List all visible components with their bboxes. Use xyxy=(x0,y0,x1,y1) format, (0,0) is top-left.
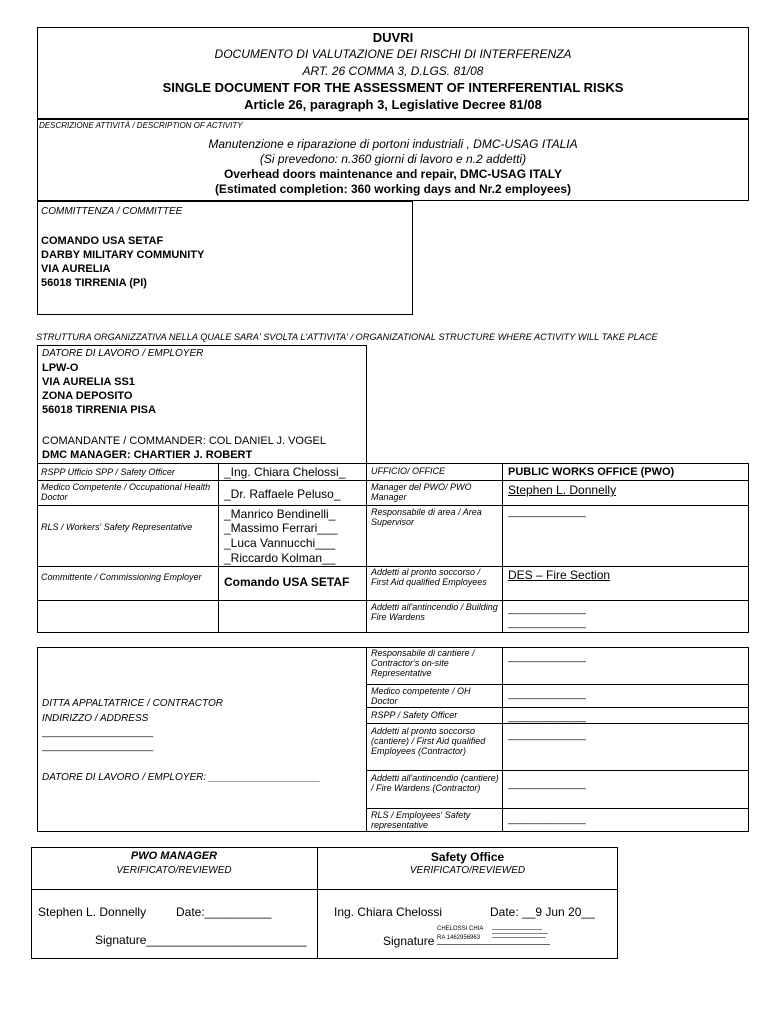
digital-stamp-id: RA 1462956963 xyxy=(437,935,481,941)
row-line-l3 xyxy=(37,566,367,567)
activity-line3: Overhead doors maintenance and repair, DMC-USAG ITALY xyxy=(223,167,563,181)
contractor-blank2: ____________________ xyxy=(42,741,154,752)
row-area-supervisor-value: ______________ xyxy=(508,507,586,518)
row-line-r1 xyxy=(366,480,749,481)
employer-line1: LPW-O xyxy=(42,362,79,374)
row-health-doctor-value: _Dr. Raffaele Peluso_ xyxy=(224,487,341,501)
contractor-oh-doctor-value: ______________ xyxy=(508,689,586,700)
contractor-col-2 xyxy=(502,647,503,832)
committee-line1: COMANDO USA SETAF xyxy=(41,235,164,247)
header-box xyxy=(37,27,749,119)
employer-line3: ZONA DEPOSITO xyxy=(42,390,133,402)
row-office-value: PUBLIC WORKS OFFICE (PWO) xyxy=(508,466,675,478)
row-fire-wardens-label: Addetti all'antincendio / Building Fire Wardens xyxy=(371,602,498,622)
row-line-r2 xyxy=(366,505,749,506)
commander: COMANDANTE / COMMANDER: COL DANIEL J. VOGEL xyxy=(42,435,327,447)
activity-line1: Manutenzione e riparazione di portoni industriali , DMC-USAG ITALIA xyxy=(208,137,578,151)
activity-label: DESCRIZIONE ATTIVITÀ / DESCRIPTION OF ACTIVITY xyxy=(39,121,243,130)
contractor-safety-officer-label: RSPP / Safety Officer xyxy=(371,710,458,720)
sig-row-line xyxy=(31,889,618,890)
contractor-fire-wardens-value: ______________ xyxy=(508,779,586,790)
committee-line3: VIA AURELIA xyxy=(41,263,111,275)
row-commissioning-value: Comando USA SETAF xyxy=(224,575,350,589)
doc-title-en: SINGLE DOCUMENT FOR THE ASSESSMENT OF INTERFERENTIAL RISKS xyxy=(162,80,624,95)
contractor-rls-value: ______________ xyxy=(508,814,586,825)
sig-left-title: PWO MANAGER xyxy=(130,850,218,862)
activity-line2: (Si prevedono: n.360 giorni di lavoro e n.2 addetti) xyxy=(259,152,527,166)
row-pwo-manager-label: Manager del PWO/ PWO Manager xyxy=(371,482,472,502)
sig-left-date[interactable]: Date:__________ xyxy=(176,905,272,919)
sig-left-signature[interactable]: Signature________________________ xyxy=(95,933,307,947)
sig-left-name: Stephen L. Donnelly xyxy=(38,905,147,919)
digital-stamp-name: CHELOSSI CHIA xyxy=(437,926,484,932)
row-rls-value2: _Massimo Ferrari___ xyxy=(224,521,338,535)
doc-article-it: ART. 26 COMMA 3, D.LGS. 81/08 xyxy=(302,64,484,78)
row-area-supervisor-label: Responsabile di area / Area Supervisor xyxy=(371,507,482,527)
contractor-employer: DATORE DI LAVORO / EMPLOYER: ____________________ xyxy=(42,772,321,783)
row-line-l2 xyxy=(37,505,367,506)
committee-box xyxy=(37,201,413,315)
contractor-label: DITTA APPALTATRICE / CONTRACTOR xyxy=(42,698,223,709)
org-heading: STRUTTURA ORGANIZZATIVA NELLA QUALE SARA' SVOLTA L'ATTIVITA' / ORGANIZATIONAL STRUCTURE WHERE ACTIVITY WILL TAKE PLACE xyxy=(36,332,658,342)
row-rls-value3: _Luca Vannucchi___ xyxy=(224,536,336,550)
sig-right-title: Safety Office xyxy=(430,850,505,864)
dmc-manager: DMC MANAGER: CHARTIER J. ROBERT xyxy=(42,449,253,461)
row-pwo-manager-value: Stephen L. Donnelly xyxy=(508,483,617,497)
doc-title: DUVRI xyxy=(372,30,414,45)
employer-line4: 56018 TIRRENIA PISA xyxy=(42,404,156,416)
row-fire-wardens-value1: ______________ xyxy=(508,604,586,615)
row-line-l4 xyxy=(37,600,367,601)
row-commissioning-label: Committente / Commissioning Employer xyxy=(41,572,202,582)
committee-line2: DARBY MILITARY COMMUNITY xyxy=(41,249,205,261)
activity-line4: (Estimated completion: 360 working days and Nr.2 employees) xyxy=(214,182,572,196)
row-safety-officer-value: _Ing. Chiara Chelossi_ xyxy=(224,465,346,479)
row-health-doctor-label: Medico Competente / Occupational Health Doctor xyxy=(41,482,211,502)
contractor-first-aid-value: ______________ xyxy=(508,730,586,741)
sig-right-underline xyxy=(437,944,550,945)
doc-subtitle-it: DOCUMENTO DI VALUTAZIONE DEI RISCHI DI INTERFERENZA xyxy=(214,47,572,61)
committee-line4: 56018 TIRRENIA (PI) xyxy=(41,277,147,289)
row-fire-wardens-value2: ______________ xyxy=(508,618,586,629)
contractor-rls-label: RLS / Employees' Safety representative xyxy=(371,810,471,830)
org-right-divider xyxy=(366,345,367,463)
contractor-row-5 xyxy=(366,808,749,809)
contractor-onsite-value: ______________ xyxy=(508,652,586,663)
row-line-l1 xyxy=(37,480,367,481)
col-line-3 xyxy=(502,463,503,633)
contractor-row-3 xyxy=(366,723,749,724)
committee-label: COMMITTENZA / COMMITTEE xyxy=(41,206,183,217)
row-rls-label: RLS / Workers' Safety Representative xyxy=(41,522,193,532)
contractor-col-1 xyxy=(366,647,367,832)
sig-right-date[interactable]: Date: __9 Jun 20__ xyxy=(490,905,595,919)
sig-left-sub: VERIFICATO/REVIEWED xyxy=(116,865,232,876)
row-first-aid-label: Addetti al pronto soccorso / First Aid qualified Employees xyxy=(371,567,487,587)
sig-right-signature[interactable]: Signature xyxy=(383,934,435,948)
contractor-row-1 xyxy=(366,684,749,685)
contractor-safety-officer-value: ______________ xyxy=(508,712,586,723)
row-safety-officer-label: RSPP Ufficio SPP / Safety Officer xyxy=(41,467,175,477)
contractor-address: INDIRIZZO / ADDRESS xyxy=(42,713,149,724)
contractor-oh-doctor-label: Medico competente / OH Doctor xyxy=(371,686,471,706)
contractor-onsite-label: Responsabile di cantiere / Contractor's on-site Representative xyxy=(371,648,475,678)
employer-label: DATORE DI LAVORO / EMPLOYER xyxy=(42,348,204,359)
col-line-1 xyxy=(218,463,219,633)
row-office-label: UFFICIO/ OFFICE xyxy=(371,466,445,476)
sig-right-name: Ing. Chiara Chelossi xyxy=(334,905,443,919)
contractor-fire-wardens-label: Addetti all'antincendio (cantiere) / Fire Wardens (Contractor) xyxy=(371,773,499,793)
row-rls-value1: _Manrico Bendinelli_ xyxy=(224,507,336,521)
sig-right-sub: VERIFICATO/REVIEWED xyxy=(409,865,526,876)
doc-article-en: Article 26, paragraph 3, Legislative Decree 81/08 xyxy=(244,97,542,112)
stamp-fineprint-lines xyxy=(492,928,550,942)
row-line-r4 xyxy=(366,600,749,601)
contractor-row-2 xyxy=(366,707,749,708)
contractor-row-4 xyxy=(366,770,749,771)
digital-stamp-fineprint xyxy=(492,928,550,942)
contractor-blank1: ____________________ xyxy=(42,727,154,738)
row-first-aid-value: DES – Fire Section xyxy=(508,568,611,582)
employer-line2: VIA AURELIA SS1 xyxy=(42,376,135,388)
contractor-first-aid-label: Addetti al pronto soccorso (cantiere) / First Aid qualified Employees (Contractor) xyxy=(371,726,486,756)
row-rls-value4: _Riccardo Kolman__ xyxy=(224,551,336,565)
col-line-2 xyxy=(366,463,367,633)
